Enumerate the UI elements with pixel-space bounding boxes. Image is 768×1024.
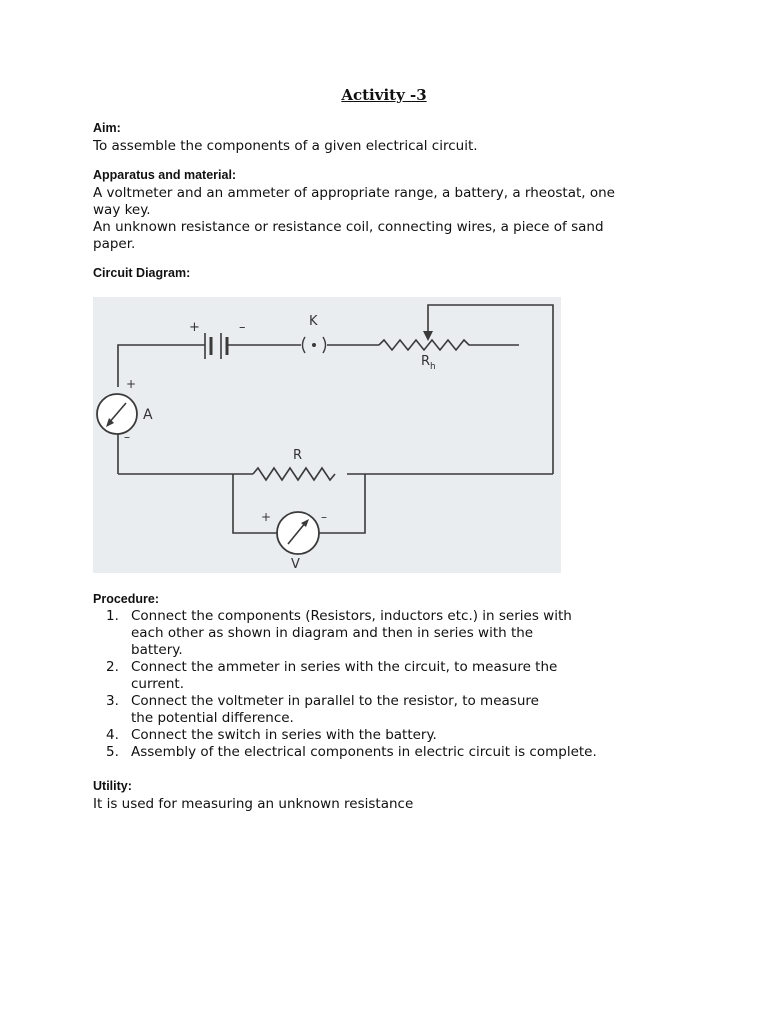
step-line: Connect the ammeter in series with the circuit, to measure the bbox=[131, 659, 558, 675]
activity-title: Activity -3 bbox=[341, 86, 427, 104]
procedure-list bbox=[106, 608, 686, 761]
circuit-diagram bbox=[93, 297, 561, 573]
ammeter-label: A bbox=[143, 407, 153, 423]
battery-minus-label: – bbox=[239, 320, 246, 335]
battery-plus-label: + bbox=[189, 320, 200, 335]
resistor-label: R bbox=[293, 448, 303, 463]
procedure-heading: Procedure: bbox=[93, 592, 159, 606]
aim-heading: Aim: bbox=[93, 121, 121, 135]
step-line: Connect the switch in series with the battery. bbox=[131, 727, 437, 743]
circuit-heading: Circuit Diagram: bbox=[93, 266, 191, 280]
procedure-step bbox=[106, 608, 686, 659]
voltmeter-label: V bbox=[291, 557, 300, 572]
step-line: battery. bbox=[131, 642, 183, 658]
ammeter-icon bbox=[97, 394, 137, 434]
procedure-step bbox=[106, 693, 686, 727]
step-line: the potential difference. bbox=[131, 710, 294, 726]
apparatus-line-1a: A voltmeter and an ammeter of appropriate range, a battery, a rheostat, one bbox=[93, 185, 615, 201]
step-line: Assembly of the electrical components in electric circuit is complete. bbox=[131, 744, 597, 760]
step-number: 4. bbox=[106, 727, 119, 743]
rheostat-subscript: h bbox=[430, 362, 436, 372]
procedure-step bbox=[106, 659, 686, 693]
step-line: each other as shown in diagram and then in series with the bbox=[131, 625, 534, 641]
apparatus-line-2b: paper. bbox=[93, 235, 136, 252]
step-line: Connect the components (Resistors, inductors etc.) in series with bbox=[131, 608, 572, 624]
utility-text: It is used for measuring an unknown resistance bbox=[93, 796, 414, 812]
ammeter-plus-label: + bbox=[126, 377, 137, 391]
step-line: Connect the voltmeter in parallel to the resistor, to measure bbox=[131, 693, 539, 709]
apparatus-heading: Apparatus and material: bbox=[93, 168, 237, 182]
key-symbol bbox=[303, 337, 326, 353]
apparatus-text bbox=[93, 185, 683, 252]
voltmeter-plus-label: + bbox=[261, 510, 272, 524]
key-label: K bbox=[309, 314, 318, 329]
step-number: 1. bbox=[106, 608, 119, 624]
rheostat-label bbox=[421, 354, 436, 372]
step-number: 2. bbox=[106, 659, 119, 675]
procedure-step bbox=[106, 744, 686, 761]
voltmeter-minus-label: – bbox=[321, 510, 327, 524]
utility-heading: Utility: bbox=[93, 779, 132, 793]
step-line: current. bbox=[131, 676, 184, 692]
apparatus-line-2a: An unknown resistance or resistance coil, connecting wires, a piece of sand bbox=[93, 219, 604, 235]
procedure-step bbox=[106, 727, 686, 744]
voltmeter-icon bbox=[277, 512, 319, 554]
rheostat-letter: R bbox=[421, 354, 431, 369]
step-number: 5. bbox=[106, 744, 119, 760]
apparatus-line-1b: way key. bbox=[93, 201, 151, 218]
ammeter-minus-label: – bbox=[124, 430, 130, 444]
aim-text: To assemble the components of a given electrical circuit. bbox=[93, 138, 478, 154]
step-number: 3. bbox=[106, 693, 119, 709]
